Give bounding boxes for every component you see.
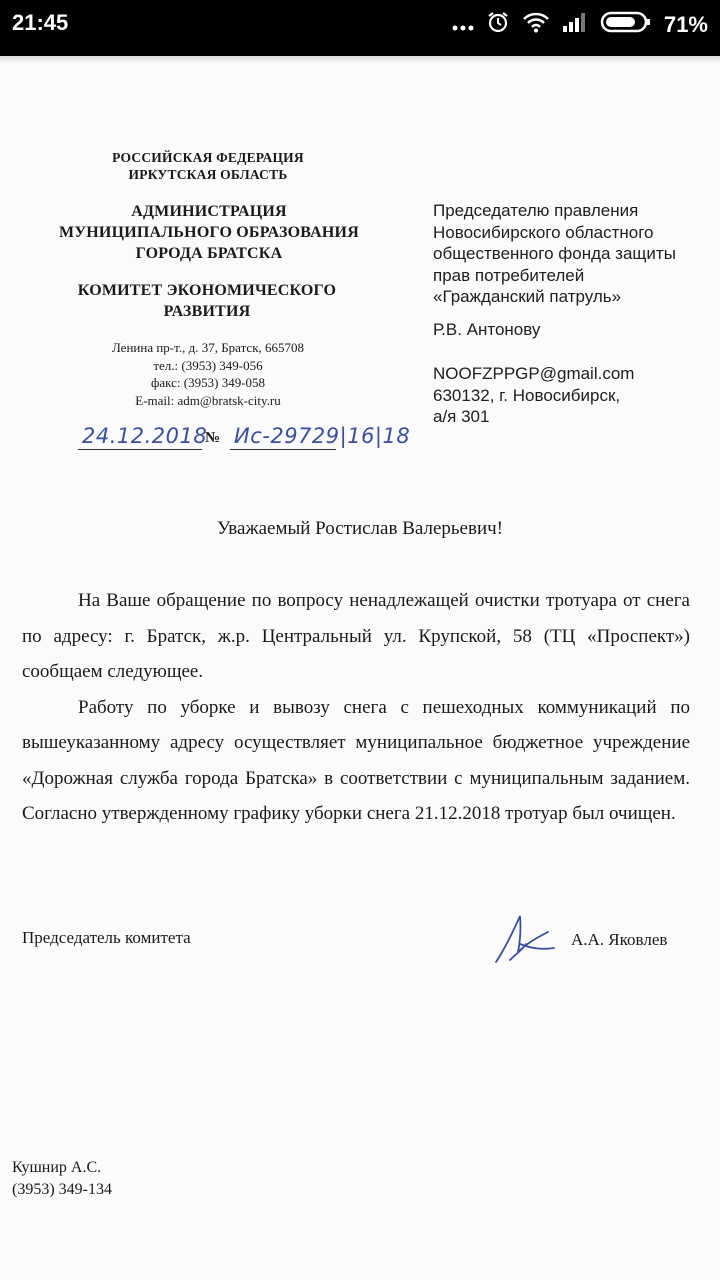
admin-line-1: АДМИНИСТРАЦИЯ	[131, 203, 287, 220]
recipient-email: NOOFZPPGP@gmail.com	[433, 364, 635, 383]
body-paragraph-2: Работу по уборке и вывозу снега с пешеходных коммуникаций по вышеуказанному адресу осуществляет муниципальное бюджетное учреждение «Дорожная служба города Братска» в соответствии с муниципальным заданием. Согласно утвержденному графику уборки снега 21.12.2018 тротуар был очищен.	[22, 696, 690, 824]
handwritten-signature	[490, 904, 560, 973]
committee-block	[40, 280, 374, 322]
recipient-block	[433, 200, 715, 428]
committee-line-2: РАЗВИТИЯ	[163, 303, 251, 320]
recipient-line-1: Председателю правления	[433, 201, 639, 220]
signal-icon	[562, 11, 588, 39]
executor-phone: (3953) 349-134	[12, 1181, 112, 1198]
greeting: Уважаемый Ростислав Валерьевич!	[216, 518, 503, 539]
signatory-name: А.А. Яковлев	[571, 930, 668, 949]
more-dots-icon	[452, 12, 474, 38]
committee-line-1: КОМИТЕТ ЭКОНОМИЧЕСКОГО	[77, 282, 337, 299]
recipient-line-5: «Гражданский патруль»	[433, 287, 622, 306]
handwritten-number: Ис-29729|16|18	[234, 424, 411, 448]
recipient-box: а/я 301	[433, 407, 490, 426]
body-paragraph-1: На Ваше обращение по вопросу ненадлежащей очистки тротуара от снега по адресу: г. Братск, ж.р. Центральный ул. Крупской, 58 (ТЦ «Проспект») сообщаем следующее.	[22, 590, 690, 682]
status-bar	[0, 0, 720, 50]
letterhead-country-block	[58, 149, 358, 183]
recipient-line-3: общественного фонда защиты	[433, 244, 676, 263]
address-line: Ленина пр-т., д. 37, Братск, 665708	[111, 340, 305, 355]
handwritten-date: 24.12.2018	[82, 424, 208, 448]
country-line: РОССИЙСКАЯ ФЕДЕРАЦИЯ	[112, 150, 304, 165]
number-label: №	[205, 430, 221, 446]
alarm-icon	[486, 10, 510, 40]
email-line: E-mail: adm@bratsk-city.ru	[135, 392, 281, 408]
executor-name: Кушнир А.С.	[12, 1159, 102, 1176]
recipient-city: 630132, г. Новосибирск,	[433, 385, 621, 405]
battery-icon	[600, 11, 652, 39]
phone-line: тел.: (3953) 349-056	[153, 357, 263, 373]
status-icons	[452, 10, 708, 40]
recipient-line-2: Новосибирского областного	[433, 222, 654, 242]
recipient-name: Р.В. Антонову	[433, 319, 541, 339]
battery-percent: 71%	[663, 12, 708, 37]
region-line: ИРКУТСКАЯ ОБЛАСТЬ	[128, 167, 288, 182]
letter-page	[0, 56, 720, 1280]
recipient-line-4: прав потребителей	[433, 265, 585, 285]
letter-body	[22, 583, 690, 832]
wifi-icon	[522, 11, 550, 39]
admin-line-3: ГОРОДА БРАТСКА	[135, 245, 283, 262]
registration-line	[78, 422, 411, 458]
contact-block	[58, 339, 358, 409]
fax-line: факс: (3953) 349-058	[150, 375, 266, 390]
administration-block	[40, 201, 378, 264]
executor-block	[12, 1157, 112, 1201]
admin-line-2: МУНИЦИПАЛЬНОГО ОБРАЗОВАНИЯ	[59, 224, 359, 241]
status-time: 21:45	[12, 10, 69, 35]
signature-position: Председатель комитета	[22, 928, 191, 947]
